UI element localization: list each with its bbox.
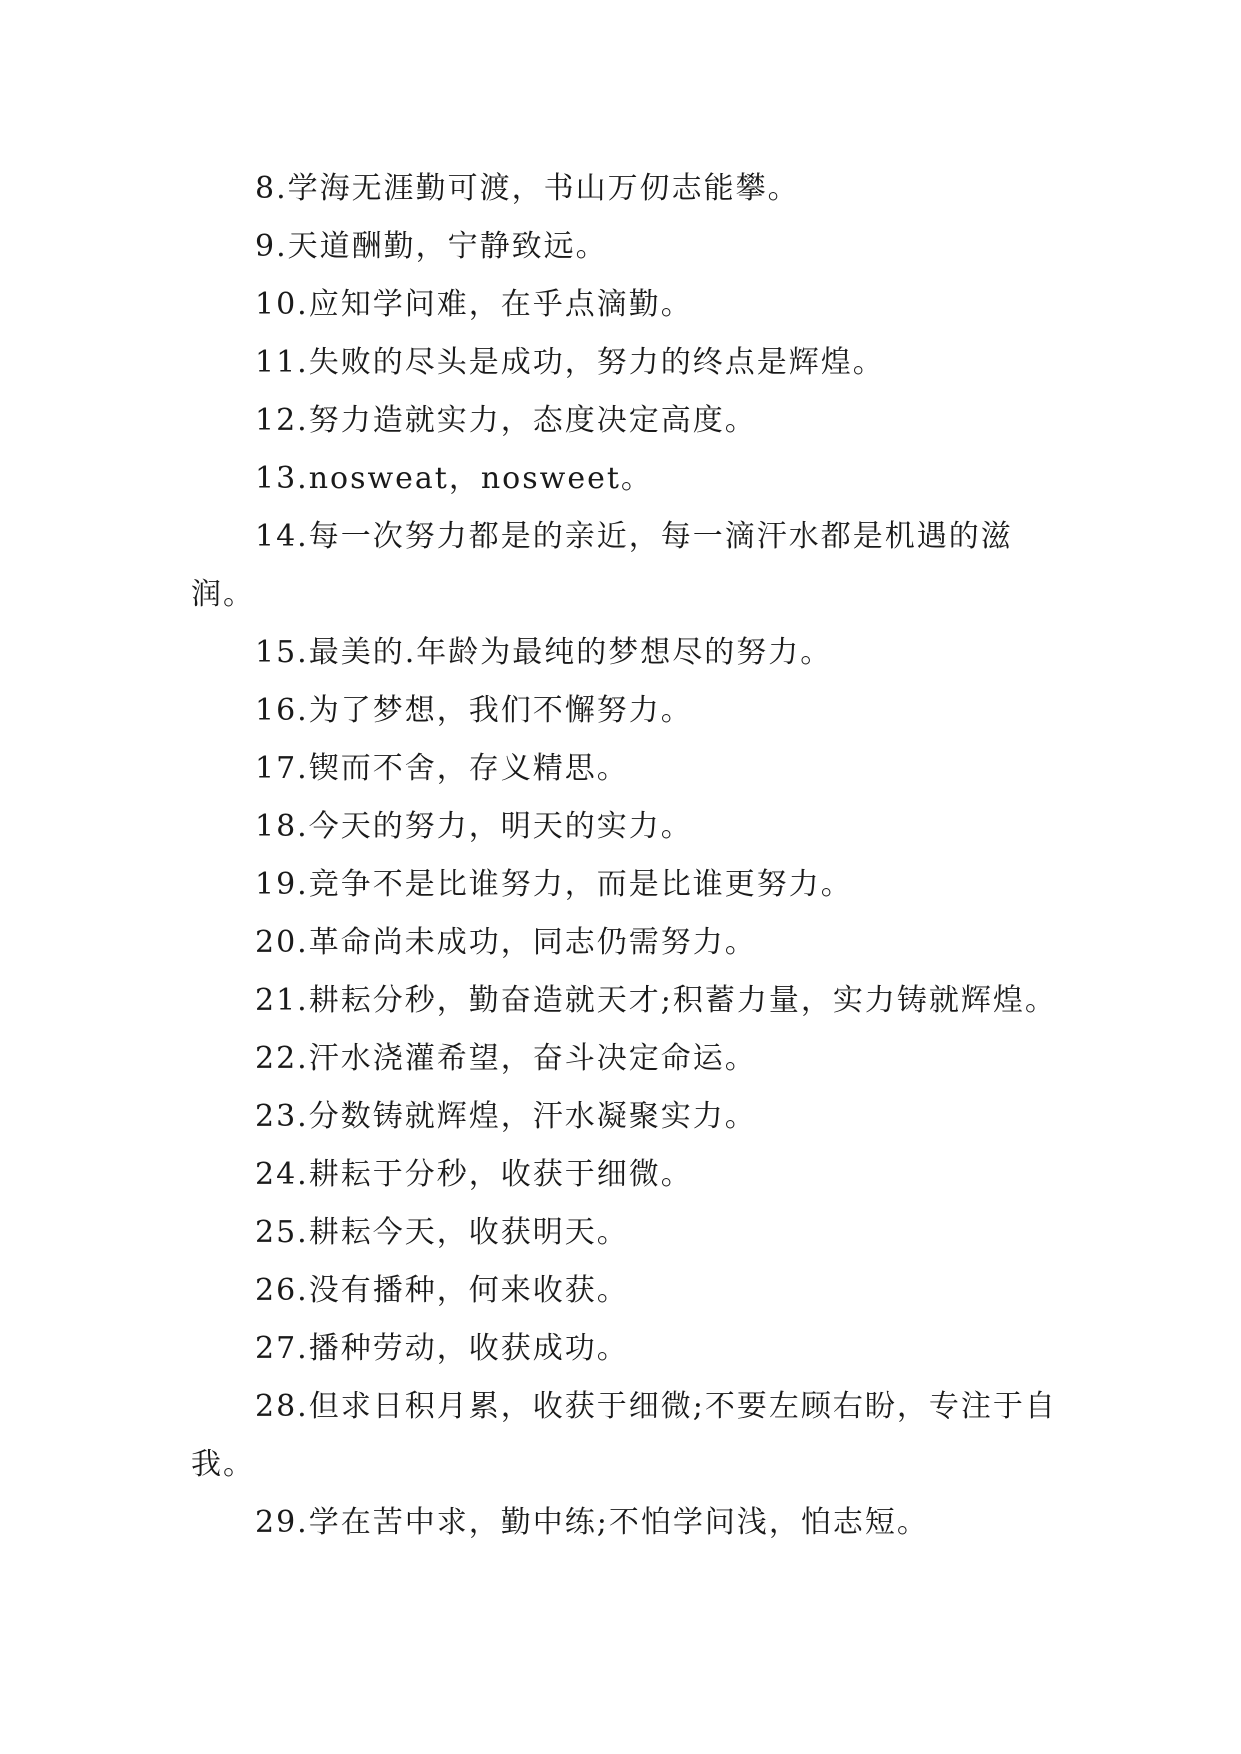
- list-item: 14.每一次努力都是的亲近，每一滴汗水都是机遇的滋润。: [191, 519, 1013, 612]
- list-item: 21.耕耘分秒，勤奋造就天才;积蓄力量，实力铸就辉煌。: [255, 983, 1057, 1018]
- list-item: 18.今天的努力，明天的实力。: [255, 809, 693, 844]
- list-item: 23.分数铸就辉煌，汗水凝聚实力。: [255, 1099, 757, 1134]
- list-item: 13.nosweat，nosweet。: [255, 461, 653, 496]
- list-item: 16.为了梦想，我们不懈努力。: [255, 693, 693, 728]
- list-item: 10.应知学问难，在乎点滴勤。: [255, 287, 693, 322]
- list-item: 12.努力造就实力，态度决定高度。: [255, 403, 757, 438]
- list-item: 26.没有播种，何来收获。: [255, 1273, 629, 1308]
- list-item: 24.耕耘于分秒，收获于细微。: [255, 1157, 693, 1192]
- list-item: 19.竞争不是比谁努力，而是比谁更努力。: [255, 867, 853, 902]
- list-item: 15.最美的.年龄为最纯的梦想尽的努力。: [255, 635, 833, 670]
- list-item: 29.学在苦中求，勤中练;不怕学问浅，怕志短。: [255, 1505, 929, 1540]
- list-item: 9.天道酬勤，宁静致远。: [255, 229, 608, 264]
- list-item: 17.锲而不舍，存义精思。: [255, 751, 629, 786]
- list-item: 25.耕耘今天，收获明天。: [255, 1215, 629, 1250]
- list-item: 27.播种劳动，收获成功。: [255, 1331, 629, 1366]
- list-item: 22.汗水浇灌希望，奋斗决定命运。: [255, 1041, 757, 1076]
- list-item: 28.但求日积月累，收获于细微;不要左顾右盼，专注于自我。: [191, 1389, 1057, 1482]
- list-item: 11.失败的尽头是成功，努力的终点是辉煌。: [255, 345, 885, 380]
- list-item: 20.革命尚未成功，同志仍需努力。: [255, 925, 757, 960]
- document-body: [191, 160, 1071, 1552]
- list-item: 8.学海无涯勤可渡，书山万仞志能攀。: [255, 171, 800, 206]
